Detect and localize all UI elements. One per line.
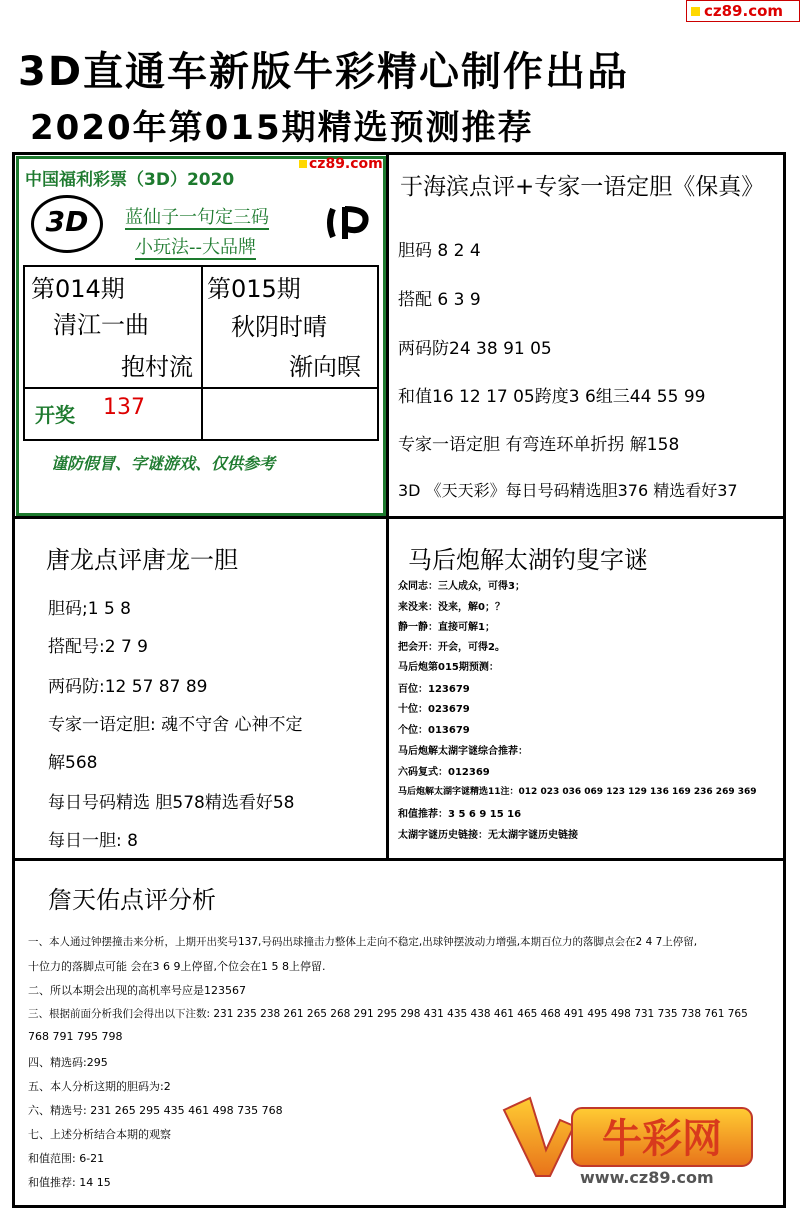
zhan-line: 七、上述分析结合本期的观察 (28, 1128, 171, 1141)
logo-3d-icon: 3D (31, 195, 103, 253)
card-head: 中国福利彩票（3D）2020 (25, 170, 235, 190)
yu-line: 3D 《天天彩》每日号码精选胆376 精选看好37 (398, 481, 738, 500)
zhan-line: 四、精选码:295 (28, 1056, 108, 1069)
yu-line: 专家一语定胆 有弯连环单折拐 解158 (398, 435, 680, 455)
row-divider-1 (12, 516, 786, 519)
ma-line: 来没来：没来，解0；？ (398, 602, 505, 613)
ma-line: 马后炮解太湖字谜综合推荐： (398, 746, 528, 757)
row-divider-2 (12, 858, 786, 861)
yu-line: 两码防24 38 91 05 (398, 339, 552, 359)
ma-line: 把会开：开会，可得2。 (398, 642, 505, 653)
ma-line: 太湖字谜历史链接：无太湖字谜历史链接 (398, 830, 578, 841)
column-divider (386, 152, 389, 858)
prev-issue: 第014期 (31, 275, 125, 303)
tang-line: 每日一胆: 8 (48, 831, 138, 851)
prev-line-2: 抱村流 (121, 353, 193, 381)
brand-url[interactable]: www.cz89.com (580, 1168, 714, 1187)
tang-line: 专家一语定胆: 魂不守舍 心神不定 (48, 715, 303, 735)
ma-line: 个位：013679 (398, 725, 470, 736)
card-footer: 谨防假冒、字谜游戏、仅供参考 (51, 454, 276, 473)
site-badge-text: cz89.com (704, 2, 784, 20)
card-slogan-2: 小玩法--大品牌 (135, 237, 256, 258)
lottery-card (16, 156, 386, 516)
ma-line: 十位：023679 (398, 704, 470, 715)
zhan-line: 十位力的落脚点可能 会在3 6 9上停留,个位会在1 5 8上停留. (28, 960, 326, 973)
zhan-title: 詹天佑点评分析 (48, 886, 216, 914)
zhan-line: 五、本人分析这期的胆码为:2 (28, 1080, 171, 1093)
page-title: 3D直通车新版牛彩精心制作出品 (18, 49, 630, 95)
badge-square-icon (691, 7, 700, 16)
ma-line: 马后炮解太湖字谜精选11注：012 023 036 069 123 129 136 169 236 269 369 (398, 787, 757, 797)
ma-title: 马后炮解太湖钓叟字谜 (408, 546, 648, 574)
tang-line: 解568 (48, 753, 98, 773)
ma-line: 马后炮第015期预测： (398, 662, 499, 673)
page-subtitle: 2020年第015期精选预测推荐 (30, 108, 534, 148)
ma-line: 和值推荐：3 5 6 9 15 16 (398, 809, 522, 820)
zhan-line: 三、根据前面分析我们会得出以下注数: 231 235 238 261 265 268 291 295 298 431 435 438 461 465 468 491 495 498 731 735 738 761 765 (28, 1008, 748, 1020)
issue-grid (23, 265, 379, 441)
card-watermark: cz89.com (299, 156, 383, 172)
cur-line-1: 秋阴时晴 (231, 313, 327, 341)
tang-line: 每日号码精选 胆578精选看好58 (48, 793, 295, 813)
kaijiang-label: 开奖 (35, 403, 75, 427)
prev-line-1: 清江一曲 (53, 311, 149, 339)
kaijiang-value: 137 (103, 395, 145, 420)
yu-line: 和值16 12 17 05跨度3 6组三44 55 99 (398, 387, 706, 407)
zhan-line: 和值推荐: 14 15 (28, 1176, 111, 1189)
watermark-square-icon (299, 160, 307, 168)
ma-line: 静一静：直接可解1； (398, 622, 495, 633)
zhan-line: 768 791 795 798 (28, 1030, 123, 1043)
zhan-line: 六、精选号: 231 265 295 435 461 498 735 768 (28, 1104, 283, 1117)
brand-name: 牛彩网 (602, 1116, 722, 1162)
cur-issue: 第015期 (207, 275, 301, 303)
ma-line: 众同志：三人成众，可得3； (398, 581, 525, 592)
yu-title: 于海滨点评+专家一语定胆《保真》 (400, 174, 765, 200)
yu-line: 胆码 8 2 4 (398, 241, 481, 261)
zhan-line: 二、所以本期会出现的高机率号应是123567 (28, 984, 246, 997)
zhan-line: 一、本人通过钟摆撞击来分析，上期开出奖号137,号码出球撞击力整体上走向不稳定,出球钟摆波动力增强,本期百位力的落脚点会在2 4 7上停留, (28, 936, 698, 948)
tang-title: 唐龙点评唐龙一胆 (46, 546, 238, 574)
zhan-line: 和值范围: 6-21 (28, 1152, 105, 1165)
card-slogan-1: 蓝仙子一句定三码 (125, 207, 269, 228)
tang-line: 两码防:12 57 87 89 (48, 677, 208, 697)
welfare-lottery-logo-icon (325, 203, 373, 243)
yu-line: 搭配 6 3 9 (398, 290, 481, 310)
cur-line-2: 渐向暝 (289, 353, 361, 381)
ma-line: 六码复式：012369 (398, 767, 490, 778)
ma-line: 百位：123679 (398, 684, 470, 695)
tang-line: 胆码;1 5 8 (48, 599, 131, 619)
tang-line: 搭配号:2 7 9 (48, 637, 148, 657)
site-badge[interactable] (686, 0, 800, 22)
